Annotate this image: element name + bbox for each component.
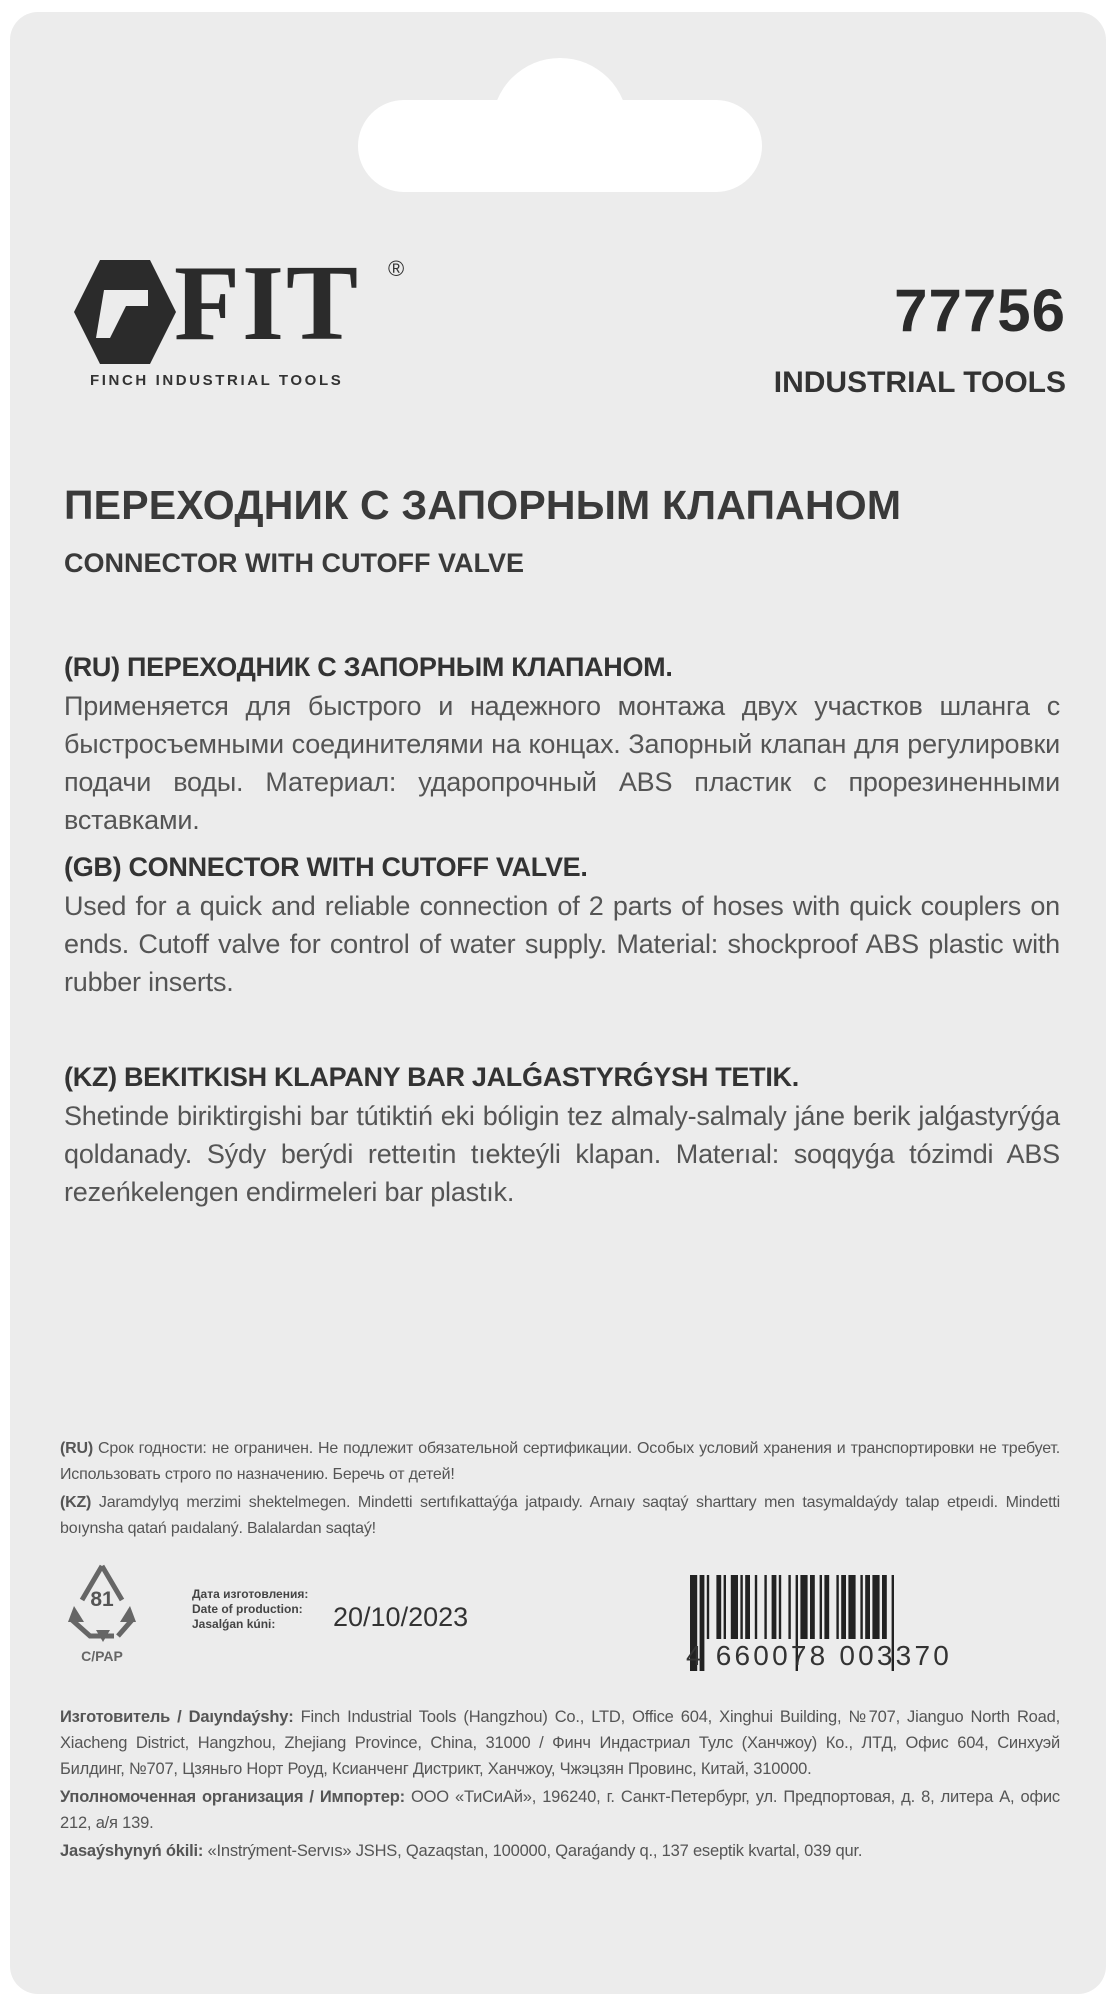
barcode-bar: [865, 1575, 870, 1639]
logo-wordmark: FIT: [174, 244, 361, 363]
product-title-en: CONNECTOR WITH CUTOFF VALVE: [64, 548, 524, 578]
article-number: 77756: [894, 277, 1066, 344]
section-ru: [64, 652, 1060, 839]
section-body: Применяется для быстрого и надежного монтажа двух участков шланга с быстросъемными соединителями на концах. Запорный клапан для регулировки подачи воды. Материал: ударопрочный ABS пластик с прорезиненными вставками.: [64, 691, 1060, 835]
date-label-ru: Дата изготовления:: [192, 1587, 309, 1601]
date-label-en: Date of production:: [192, 1602, 303, 1616]
note-kz: [60, 1490, 1060, 1542]
barcode-bar: [731, 1575, 738, 1639]
section-body: Used for a quick and reliable connection of 2 parts of hoses with quick couplers on ends. Cutoff valve for control of water supply. Material: shockproof ABS plastic with rubber inserts.: [64, 891, 1060, 997]
representative-info: [60, 1838, 1060, 1864]
note-text: Срок годности: не ограничен. Не подлежит обязательной сертификации. Особых условий хранения и транспортировки не требует. Использовать строго по назначению. Беречь от детей!: [60, 1440, 1060, 1483]
article-subtitle: INDUSTRIAL TOOLS: [773, 366, 1066, 399]
barcode-bar: [836, 1575, 838, 1639]
barcode-bar: [772, 1575, 777, 1639]
section-heading: (KZ) BEKITKISH KLAPANY BAR JALǴASTYRǴYSH TETIK.: [64, 1062, 799, 1092]
section-kz: [64, 1062, 1060, 1211]
production-date: 20/10/2023: [333, 1602, 469, 1632]
recycle-number: 81: [90, 1588, 114, 1611]
barcode-bar: [800, 1575, 807, 1639]
hexagon-bolt-icon: [70, 256, 180, 368]
section-heading: (GB) CONNECTOR WITH CUTOFF VALVE.: [64, 852, 588, 882]
barcode-bar: [707, 1575, 709, 1639]
importer-label: Уполномоченная организация / Импортер:: [60, 1788, 405, 1806]
barcode-bar: [716, 1575, 721, 1639]
barcode-bar: [755, 1575, 757, 1639]
logo-tagline: FINCH INDUSTRIAL TOOLS: [90, 372, 344, 389]
manufacturer-label: Изготовитель / Daıyndaýshy:: [60, 1708, 294, 1726]
barcode-bar: [841, 1575, 846, 1639]
note-ru: [60, 1436, 1060, 1488]
barcode-bar: [810, 1575, 815, 1639]
date-label-kz: Jasalǵan kúni:: [192, 1617, 276, 1631]
barcode-bar: [788, 1575, 790, 1639]
representative-text: «Instrýment-Servıs» JSHS, Qazaqstan, 100000, Qaraǵandy q., 137 eseptik kvartal, 039 qur.: [203, 1842, 863, 1860]
recycle-symbol: [60, 1560, 144, 1670]
barcode-bar: [882, 1575, 887, 1639]
section-gb: [64, 852, 1060, 1001]
barcode-bar: [820, 1575, 822, 1639]
barcode-bar: [740, 1575, 742, 1639]
product-title-ru: ПЕРЕХОДНИК С ЗАПОРНЫМ КЛАПАНОМ: [64, 482, 902, 528]
fit-logo: [70, 244, 430, 396]
note-text: Jaramdylyq merzimi shektelmegen. Mindetti sertıfıkattaýǵa jatpaıdy. Arnaıy saqtaý sharttary men tasymaldaýdy talap etpeıdi. Mindetti boıynsha qatań paıdalaný. Balalardan saqtaý!: [60, 1494, 1060, 1537]
registered-mark: ®: [388, 256, 405, 281]
barcode-bar: [724, 1575, 726, 1639]
importer-info: [60, 1784, 1060, 1836]
barcode-digits: 4 660078 003370: [686, 1640, 952, 1671]
barcode-bar: [872, 1575, 879, 1639]
manufacturer-info: [60, 1704, 1060, 1782]
production-date-labels: [192, 1587, 308, 1632]
importer-text: ООО «ТиСиАй», 196240, г. Санкт-Петербург, ул. Предпортовая, д. 8, литера А, офис 212, а/я 139.: [60, 1788, 1060, 1832]
barcode-bar: [860, 1575, 862, 1639]
barcode-bar: [824, 1575, 829, 1639]
section-heading: (RU) ПЕРЕХОДНИК С ЗАПОРНЫМ КЛАПАНОМ.: [64, 652, 673, 682]
section-body: Shetinde biriktirgishi bar tútiktiń eki bóligin tez almaly-salmaly jáne berik jalǵastyrýǵa qoldanady. Sýdy berýdi retteıtin tıekteýli klapan. Materıal: soqqyǵa tózimdi ABS rezeńkelengen endirmeleri bar plastık.: [64, 1101, 1060, 1207]
note-tag: (RU): [60, 1440, 93, 1457]
barcode-bar: [848, 1575, 855, 1639]
barcode-bar: [779, 1575, 781, 1639]
barcode-bar: [745, 1575, 750, 1639]
recycle-code: C/PAP: [81, 1648, 123, 1664]
barcode-bar: [764, 1575, 766, 1639]
note-tag: (KZ): [60, 1494, 92, 1511]
representative-label: Jasaýshynyń ókili:: [60, 1842, 204, 1860]
manufacturer-text: Finch Industrial Tools (Hangzhou) Co., LTD, Office 604, Xinghui Building, №707, Jianguo North Road, Xiacheng District, Hangzhou, Zhejiang Province, China, 31000 / Финч Индастриал Тулс (Ханчжоу) Ко., ЛТД, Офис 604, Синхуэй Билдинг, №707, Цзяньго Норт Роуд, Ксианченг Дистрикт, Ханчжоу, Чжэцзян Провинс, Китай, 310000.: [60, 1708, 1060, 1778]
